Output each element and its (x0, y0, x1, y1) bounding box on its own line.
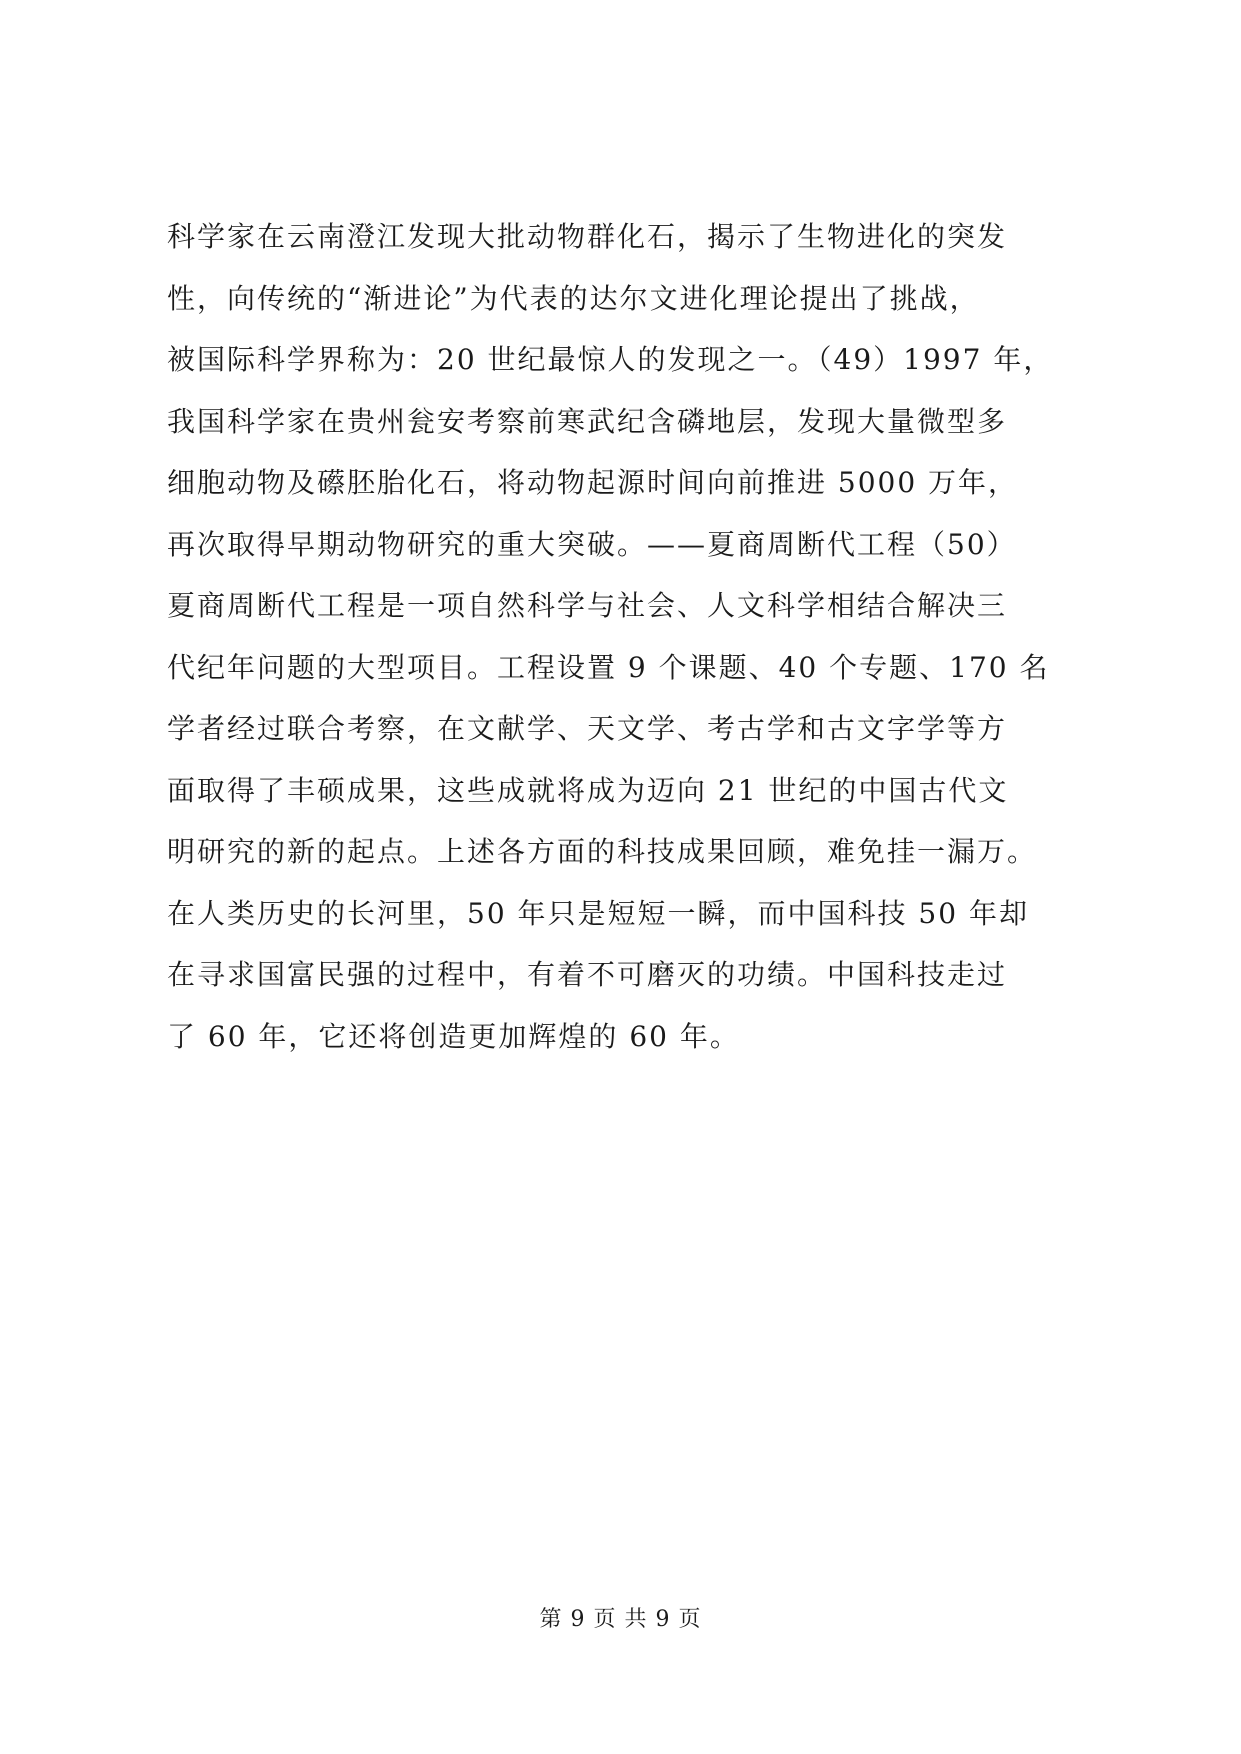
text-line: 明研究的新的起点。上述各方面的科技成果回顾，难免挂一漏万。 (167, 835, 1038, 868)
text-line: 再次取得早期动物研究的重大突破。——夏商周断代工程（50） (167, 527, 1017, 561)
text-line: 面取得了丰硕成果，这些成就将成为迈向 21 世纪的中国古代文 (167, 773, 1009, 807)
page-footer (0, 1602, 1241, 1633)
text-line: 代纪年问题的大型项目。工程设置 9 个课题、40 个专题、170 名 (167, 650, 1050, 684)
text-line: 夏商周断代工程是一项自然科学与社会、人文科学相结合解决三 (167, 589, 1008, 622)
page-number: 第 9 页 共 9 页 (539, 1607, 702, 1632)
text-line: 在寻求国富民强的过程中，有着不可磨灭的功绩。中国科技走过 (167, 958, 1008, 991)
text-line: 细胞动物及礤胚胎化石，将动物起源时间向前推进 5000 万年， (167, 466, 1019, 499)
text-line: 科学家在云南澄江发现大批动物群化石，揭示了生物进化的突发 (167, 220, 1008, 253)
text-line: 被国际科学界称为：20 世纪最惊人的发现之一。（49）1997 年， (167, 343, 1054, 376)
text-line: 学者经过联合考察，在文献学、天文学、考古学和古文字学等方 (167, 712, 1008, 745)
text-line: 我国科学家在贵州瓮安考察前寒武纪含磷地层，发现大量微型多 (167, 404, 1008, 438)
text-line: 在人类历史的长河里，50 年只是短短一瞬，而中国科技 50 年却 (167, 896, 1029, 930)
text-line: 了 60 年，它还将创造更加辉煌的 60 年。 (167, 1019, 740, 1053)
body-paragraph (167, 206, 1087, 1067)
text-line: 性，向传统的“渐进论”为代表的达尔文进化理论提出了挑战， (167, 281, 980, 315)
